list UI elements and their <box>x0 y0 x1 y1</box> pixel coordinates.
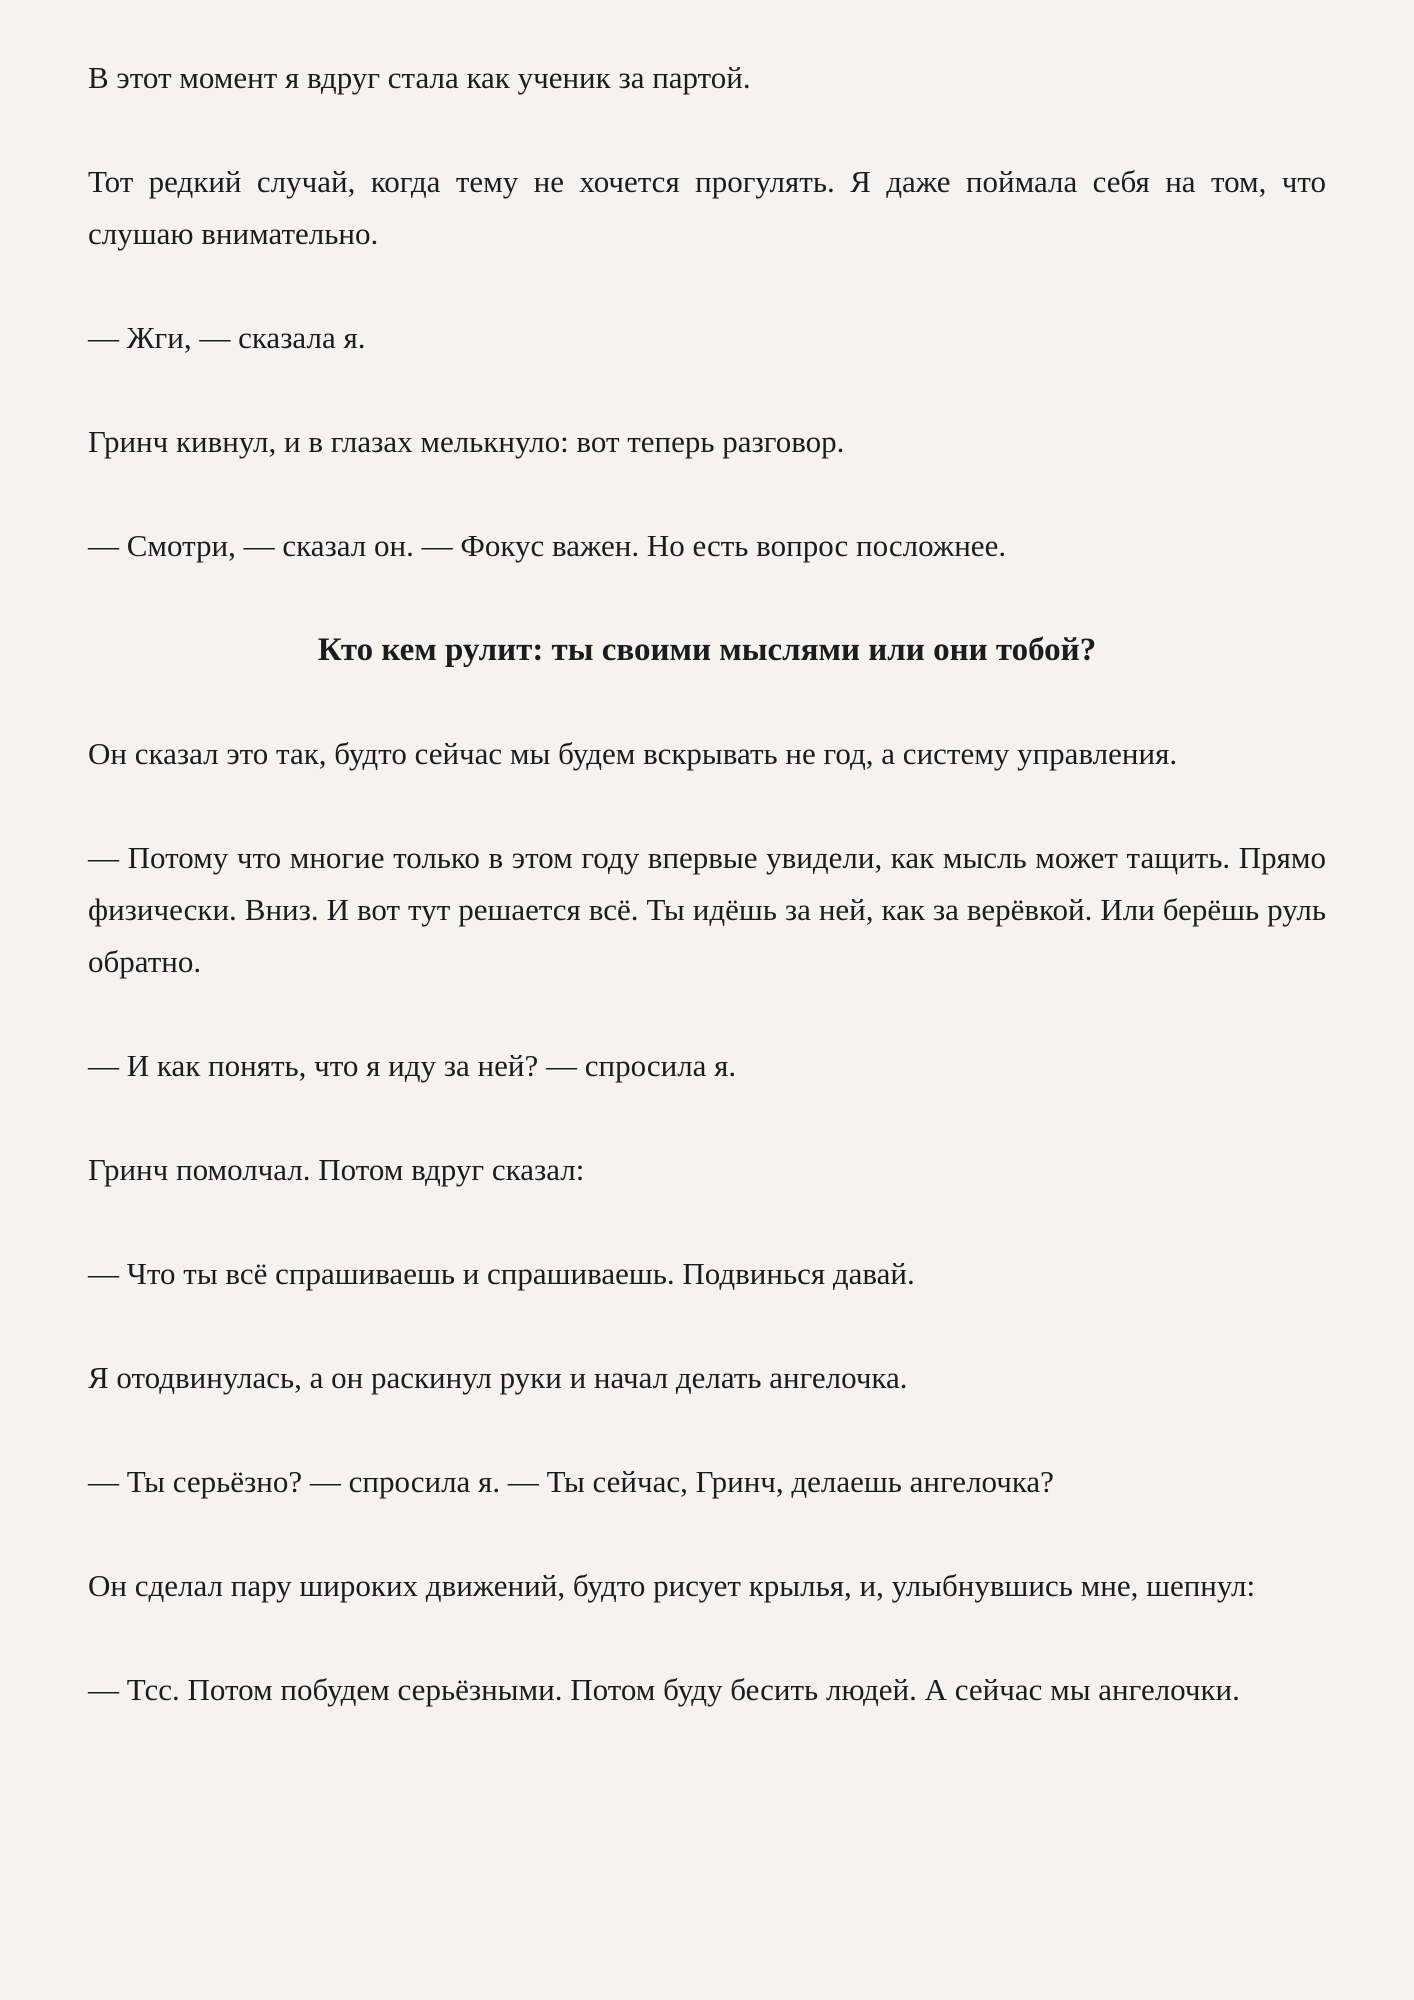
dialog-paragraph: — Ты серьёзно? — спросила я. — Ты сейчас, Гринч, делаешь ангелочка? <box>88 1464 1054 1499</box>
dialog-paragraph: — Жги, — сказала я. <box>88 320 366 355</box>
dialog-paragraph: — Смотри, — сказал он. — Фокус важен. Но есть вопрос посложнее. <box>88 528 1007 563</box>
paragraph: Гринч помолчал. Потом вдруг сказал: <box>88 1152 585 1187</box>
paragraph: Он сказал это так, будто сейчас мы будем вскрывать не год, а систему управления. <box>88 736 1178 771</box>
paragraph: Гринч кивнул, и в глазах мелькнуло: вот теперь разговор. <box>88 424 845 459</box>
dialog-paragraph: — Потому что многие только в этом году впервые увидели, как мысль может тащить. Прямо физически. Вниз. И вот тут решается всё. Ты идёшь за ней, как за верёвкой. Или берёшь руль обратно. <box>88 840 1326 979</box>
paragraph: Он сделал пару широких движений, будто рисует крылья, и, улыбнувшись мне, шепнул: <box>88 1568 1256 1603</box>
paragraph: Тот редкий случай, когда тему не хочется прогулять. Я даже поймала себя на том, что слушаю внимательно. <box>88 164 1326 251</box>
dialog-paragraph: — И как понять, что я иду за ней? — спросила я. <box>88 1048 737 1083</box>
dialog-paragraph: — Тсс. Потом побудем серьёзными. Потом буду бесить людей. А сейчас мы ангелочки. <box>88 1672 1240 1707</box>
dialog-paragraph: — Что ты всё спрашиваешь и спрашиваешь. Подвинься давай. <box>88 1256 915 1291</box>
paragraph: Я отодвинулась, а он раскинул руки и начал делать ангелочка. <box>88 1360 908 1395</box>
section-heading: Кто кем рулит: ты своими мыслями или они тобой? <box>317 632 1097 668</box>
paragraph: В этот момент я вдруг стала как ученик за партой. <box>88 60 751 95</box>
